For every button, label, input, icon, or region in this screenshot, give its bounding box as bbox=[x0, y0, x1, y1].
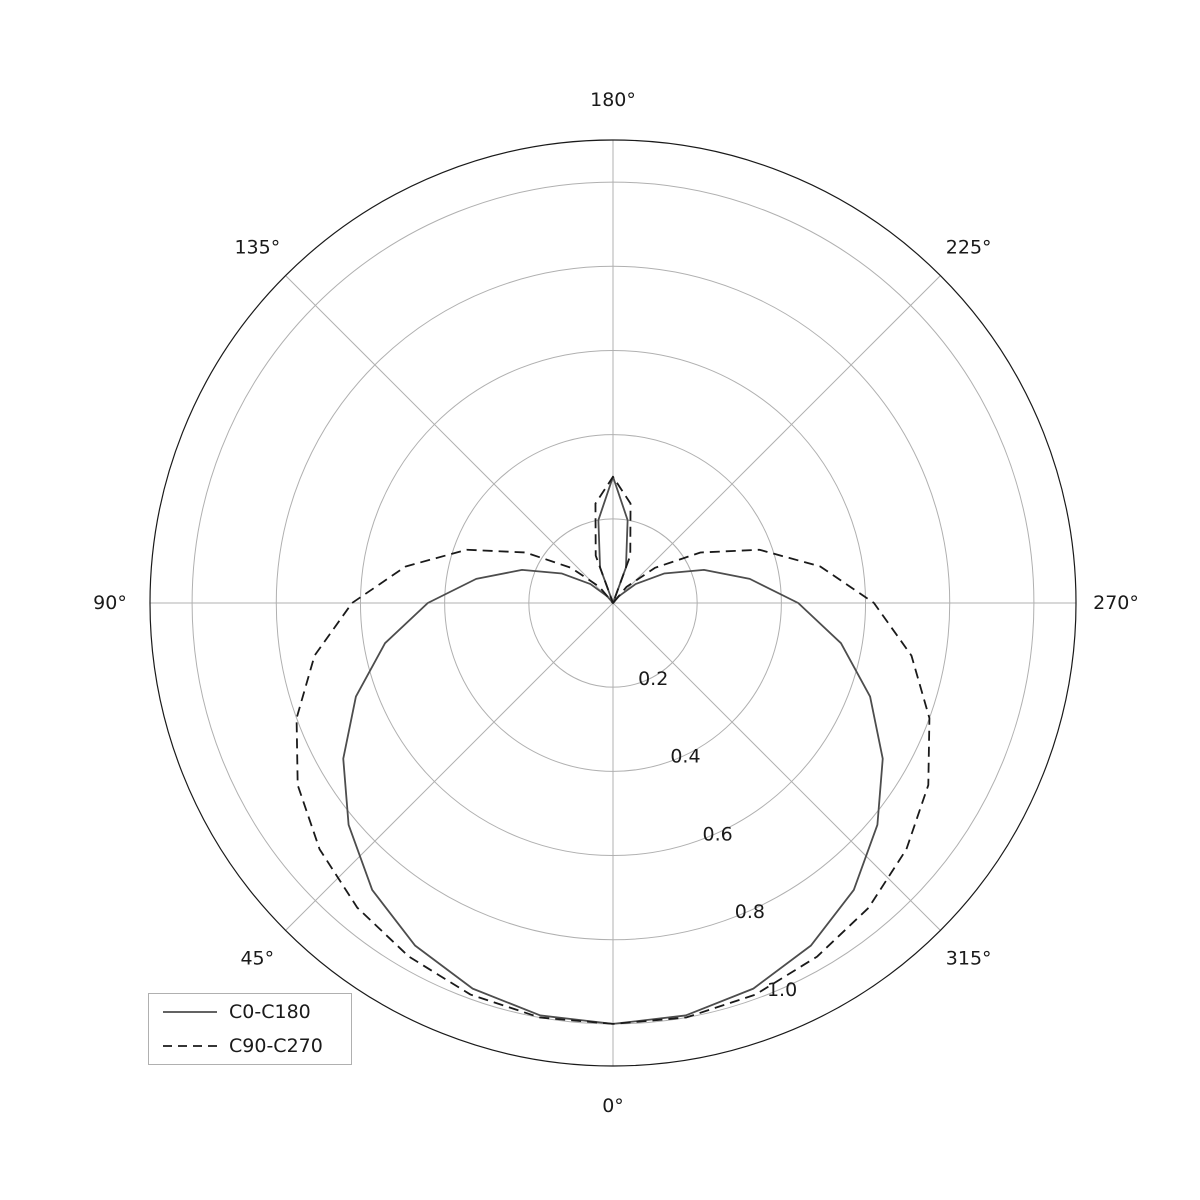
theta-tick-315: 315° bbox=[945, 947, 992, 970]
r-tick-1.0: 1.0 bbox=[766, 978, 798, 1001]
legend-label-0: C0-C180 bbox=[229, 1001, 311, 1023]
theta-tick-180: 180° bbox=[590, 89, 636, 111]
theta-tick-0: 0° bbox=[602, 1095, 624, 1117]
grid-spoke bbox=[286, 276, 613, 603]
theta-tick-270: 270° bbox=[1093, 592, 1139, 614]
theta-tick-225: 225° bbox=[945, 236, 992, 259]
legend-item-0 bbox=[149, 994, 351, 1030]
r-tick-0.6: 0.6 bbox=[702, 823, 733, 846]
theta-tick-45: 45° bbox=[240, 947, 275, 970]
grid-spoke bbox=[613, 603, 940, 930]
theta-tick-135: 135° bbox=[234, 236, 281, 259]
r-tick-0.8: 0.8 bbox=[734, 901, 765, 924]
legend bbox=[148, 993, 352, 1065]
legend-item-1 bbox=[149, 1028, 351, 1064]
grid-spoke bbox=[286, 603, 613, 930]
legend-line-solid-icon bbox=[161, 1005, 219, 1019]
r-tick-0.2: 0.2 bbox=[638, 667, 669, 690]
radial-tick-labels bbox=[638, 668, 797, 1001]
legend-label-1: C90-C270 bbox=[229, 1035, 323, 1057]
legend-line-dashed-icon bbox=[161, 1039, 219, 1053]
theta-tick-90: 90° bbox=[93, 592, 127, 614]
r-tick-0.4: 0.4 bbox=[670, 745, 701, 768]
